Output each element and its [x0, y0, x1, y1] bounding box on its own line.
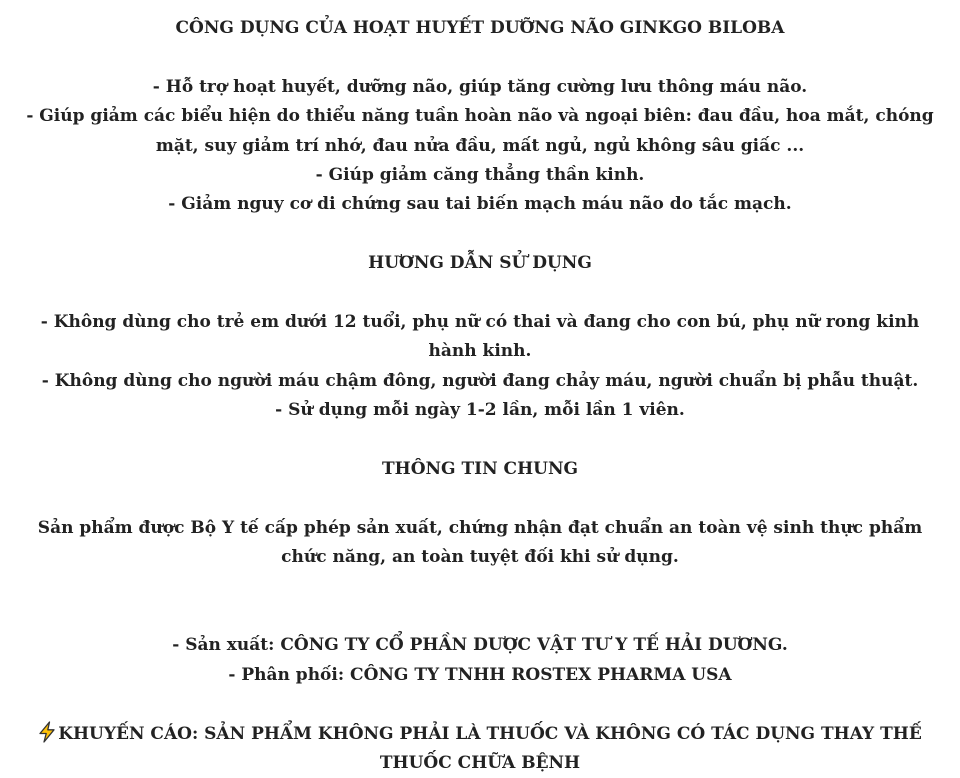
- uses-item: - Giúp giảm các biểu hiện do thiểu năng tuần hoàn não và ngoại biên: đau đầu, hoa mắt, chóng mặt, suy giảm trí nhớ, đau nửa đầu, mất ngủ, ngủ không sâu giấc ...: [26, 106, 934, 156]
- usage-item: - Không dùng cho trẻ em dưới 12 tuổi, phụ nữ có thai và đang cho con bú, phụ nữ rong kinh hành kinh.: [40, 312, 920, 362]
- uses-item: - Hỗ trợ hoạt huyết, dưỡng não, giúp tăng cường lưu thông máu não.: [152, 76, 808, 97]
- uses-item: - Giảm nguy cơ di chứng sau tai biến mạch máu não do tắc mạch.: [168, 194, 792, 215]
- distributor-line: - Phân phối: CÔNG TY TNHH ROSTEX PHARMA USA: [228, 664, 732, 685]
- uses-item: - Giúp giảm căng thẳng thần kinh.: [315, 165, 645, 186]
- general-info-heading: THÔNG TIN CHUNG: [381, 459, 579, 480]
- warning-text: KHUYẾN CÁO: SẢN PHẨM KHÔNG PHẢI LÀ THUỐC VÀ KHÔNG CÓ TÁC DỤNG THAY THẾ THUỐC CHỮA BỆNH: [58, 723, 922, 774]
- usage-item: - Sử dụng mỗi ngày 1-2 lần, mỗi lần 1 viên.: [275, 400, 685, 421]
- general-info-text: Sản phẩm được Bộ Y tế cấp phép sản xuất, chứng nhận đạt chuẩn an toàn vệ sinh thực phẩm chức năng, an toàn tuyệt đối khi sử dụng.: [37, 517, 923, 568]
- warning-notice: [16, 720, 944, 778]
- manufacturer-line: - Sản xuất: CÔNG TY CỔ PHẦN DƯỢC VẬT TƯ Y TẾ HẢI DƯƠNG.: [172, 635, 788, 656]
- usage-item: - Không dùng cho người máu chậm đông, người đang chảy máu, người chuẩn bị phẫu thuật.: [41, 370, 919, 391]
- usage-heading: HƯƠNG DẪN SỬ DỤNG: [368, 253, 592, 274]
- lightning-icon: [38, 721, 56, 743]
- uses-heading: CÔNG DỤNG CỦA HOẠT HUYẾT DƯỠNG NÃO GINKGO BILOBA: [175, 18, 785, 38]
